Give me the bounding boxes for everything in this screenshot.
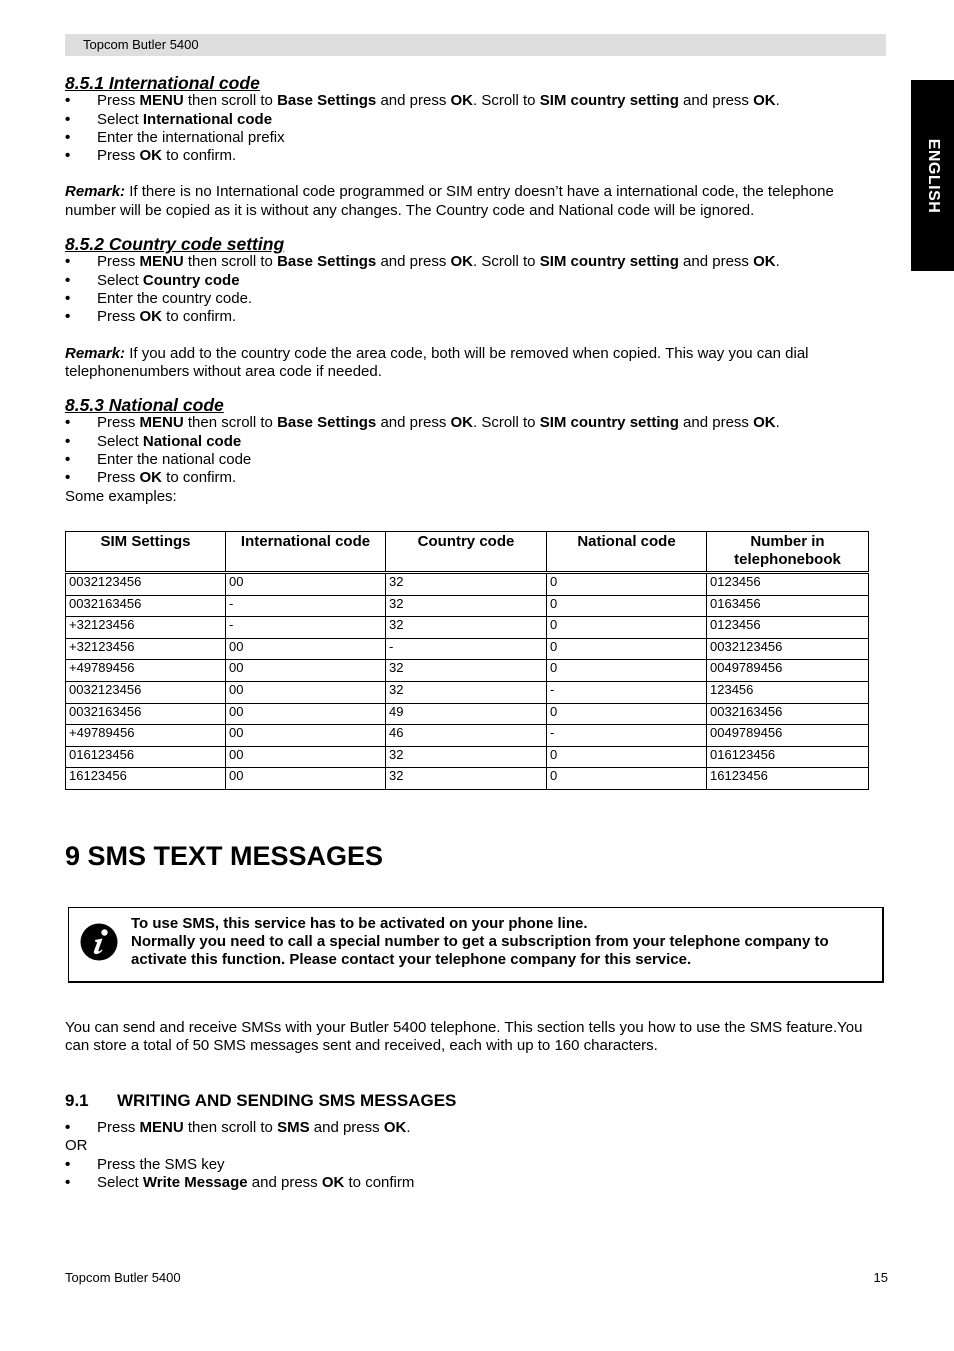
list-item: • Select Country code (65, 272, 886, 290)
remark-text: If you add to the country code the area code, both will be removed when copied. This way you can dial telephonenumbers without area code if needed. (65, 344, 809, 380)
header-title: Topcom Butler 5400 (83, 37, 199, 52)
table-cell: 016123456 (707, 746, 869, 768)
table-cell: 0 (547, 703, 707, 725)
table-cell: 16123456 (707, 768, 869, 790)
list-item: • Select International code (65, 111, 886, 129)
table-cell: 0032123456 (66, 573, 226, 596)
table-cell: 0123456 (707, 573, 869, 596)
table-row (66, 573, 869, 596)
table-cell: 0 (547, 573, 707, 596)
steps-list (65, 92, 886, 165)
remark (65, 345, 886, 382)
table-cell: 00 (226, 725, 386, 747)
bold-term: Base Settings (277, 414, 377, 432)
table-cell: +49789456 (66, 725, 226, 747)
bold-term: MENU (139, 253, 184, 271)
column-header: National code (547, 532, 707, 573)
sms-steps (65, 1119, 865, 1192)
table-cell: - (386, 638, 547, 660)
bold-term: OK (450, 92, 473, 110)
list-item: • Press the SMS key (65, 1156, 865, 1174)
bold-term: SIM country setting (539, 92, 679, 110)
language-tab-label: ENGLISH (924, 138, 942, 213)
table-cell: 0 (547, 595, 707, 617)
remark-label: Remark: (65, 183, 126, 201)
info-note-box (68, 907, 884, 983)
steps-list (65, 1156, 865, 1193)
table-cell: 00 (226, 681, 386, 703)
footer-title: Topcom Butler 5400 (65, 1270, 181, 1285)
bold-term: OK (139, 147, 163, 165)
or-text: OR (65, 1137, 88, 1155)
table-cell: 0 (547, 768, 707, 790)
table-row (66, 746, 869, 768)
bold-term: International code (142, 110, 273, 128)
table-cell: 0 (547, 660, 707, 682)
bold-term: Base Settings (277, 253, 377, 271)
bold-term: MENU (139, 92, 184, 110)
section-title: WRITING AND SENDING SMS MESSAGES (117, 1091, 457, 1110)
bold-term: OK (753, 92, 776, 110)
steps-list (65, 253, 886, 326)
table-cell: 00 (226, 638, 386, 660)
bold-term: Write Message (142, 1173, 248, 1191)
section-number: 9.1 (65, 1091, 89, 1110)
remark (65, 183, 886, 220)
list-item: • Enter the country code. (65, 290, 886, 308)
list-item: • Press MENU then scroll to Base Settings and press OK. Scroll to SIM country setting and press OK. (65, 414, 886, 432)
list-item: • Press OK to confirm. (65, 469, 886, 487)
table-cell: 32 (386, 660, 547, 682)
table-row (66, 703, 869, 725)
bold-term: OK (450, 253, 473, 271)
info-line: To use SMS, this service has to be activated on your phone line. (131, 915, 588, 932)
table-cell: 00 (226, 703, 386, 725)
table-cell: 0 (547, 638, 707, 660)
table-cell: +32123456 (66, 638, 226, 660)
table-cell: - (547, 725, 707, 747)
table-row (66, 660, 869, 682)
settings-sections (65, 74, 886, 506)
table-cell: 0163456 (707, 595, 869, 617)
table-body (66, 573, 869, 790)
table-cell: 32 (386, 595, 547, 617)
bold-term: OK (139, 308, 163, 326)
table-cell: 0032163456 (66, 595, 226, 617)
table-cell: 0049789456 (707, 725, 869, 747)
table-cell: 32 (386, 746, 547, 768)
column-header: International code (226, 532, 386, 573)
page-footer (65, 1270, 888, 1286)
list-item: • Press OK to confirm. (65, 147, 886, 165)
list-item: • Press MENU then scroll to Base Settings and press OK. Scroll to SIM country setting and press OK. (65, 253, 886, 271)
table-row (66, 768, 869, 790)
table-cell: 46 (386, 725, 547, 747)
list-item: • Select Write Message and press OK to confirm (65, 1174, 865, 1192)
table-cell: 32 (386, 573, 547, 596)
table-cell: 123456 (707, 681, 869, 703)
table-row (66, 617, 869, 639)
bold-term: MENU (139, 414, 184, 432)
table-row (66, 595, 869, 617)
bold-term: OK (753, 414, 776, 432)
section-heading-8-5-2: 8.5.2 Country code setting (65, 234, 285, 255)
table-row (66, 681, 869, 703)
steps-list (65, 1119, 865, 1137)
table-cell: 16123456 (66, 768, 226, 790)
page-number: 15 (873, 1270, 888, 1285)
bold-term: OK (383, 1119, 407, 1136)
bold-term: SMS (277, 1119, 310, 1136)
bold-term: OK (753, 253, 776, 271)
info-note-text (131, 915, 876, 969)
table-cell: 32 (386, 681, 547, 703)
bold-term: Country code (142, 271, 240, 289)
table-cell: 00 (226, 768, 386, 790)
sms-intro-paragraph: You can send and receive SMSs with your Butler 5400 telephone. This section tells you how to use the SMS feature.You can store a total of 50 SMS messages sent and received, each with up to 160 characters. (65, 1019, 863, 1055)
table-cell: 32 (386, 768, 547, 790)
column-header: Country code (386, 532, 547, 573)
table-cell: 00 (226, 573, 386, 596)
bold-term: MENU (139, 1119, 184, 1136)
bold-term: Base Settings (277, 92, 377, 110)
table-row (66, 638, 869, 660)
list-item: • Press MENU then scroll to Base Settings and press OK. Scroll to SIM country setting and press OK. (65, 92, 886, 110)
table-cell: 0032123456 (707, 638, 869, 660)
table-cell: 0049789456 (707, 660, 869, 682)
column-header: Number in telephonebook (707, 532, 869, 573)
section-heading-8-5-1: 8.5.1 International code (65, 73, 260, 93)
bold-term: OK (139, 469, 163, 487)
list-item: • Press OK to confirm. (65, 308, 886, 326)
table-cell: 00 (226, 746, 386, 768)
bold-term: SIM country setting (539, 253, 679, 271)
list-item: • Press MENU then scroll to SMS and press OK. (65, 1119, 865, 1137)
table-cell: 0 (547, 617, 707, 639)
table-row (66, 725, 869, 747)
table-cell: 016123456 (66, 746, 226, 768)
table-cell: 0032163456 (707, 703, 869, 725)
remark-text: If there is no International code programmed or SIM entry doesn’t have a international code, the telephone number will be copied as it is without any changes. The Country code and National code will be ignored. (65, 183, 834, 219)
sim-settings-table (65, 531, 869, 790)
language-tab (911, 80, 954, 271)
table-cell: - (226, 617, 386, 639)
section-heading-9-1 (65, 1091, 456, 1111)
table-cell: 49 (386, 703, 547, 725)
table-header-row (66, 532, 869, 573)
chapter-title: 9 SMS TEXT MESSAGES (65, 841, 384, 871)
section-heading-8-5-3: 8.5.3 National code (65, 395, 224, 416)
steps-list (65, 414, 886, 487)
bold-term: OK (321, 1173, 345, 1191)
table-cell: +32123456 (66, 617, 226, 639)
table-cell: 0032123456 (66, 681, 226, 703)
list-item: • Select National code (65, 433, 886, 451)
table-cell: 32 (386, 617, 547, 639)
table-cell: 00 (226, 660, 386, 682)
bold-term: OK (450, 414, 473, 432)
table-cell: 0032163456 (66, 703, 226, 725)
bold-term: National code (142, 432, 242, 450)
table-cell: - (547, 681, 707, 703)
column-header: SIM Settings (66, 532, 226, 573)
examples-intro: Some examples: (65, 487, 177, 505)
list-item: • Enter the national code (65, 451, 886, 469)
bold-term: SIM country setting (539, 414, 679, 432)
table-cell: +49789456 (66, 660, 226, 682)
info-icon (80, 923, 118, 961)
list-item: • Enter the international prefix (65, 129, 886, 147)
page-header (65, 34, 886, 56)
remark-label: Remark: (65, 344, 126, 362)
table-cell: 0123456 (707, 617, 869, 639)
table-cell: 0 (547, 746, 707, 768)
info-line: Normally you need to call a special number to get a subscription from your telephone company to activate this function. Please contact your telephone company for this service. (131, 933, 829, 968)
table-cell: - (226, 595, 386, 617)
